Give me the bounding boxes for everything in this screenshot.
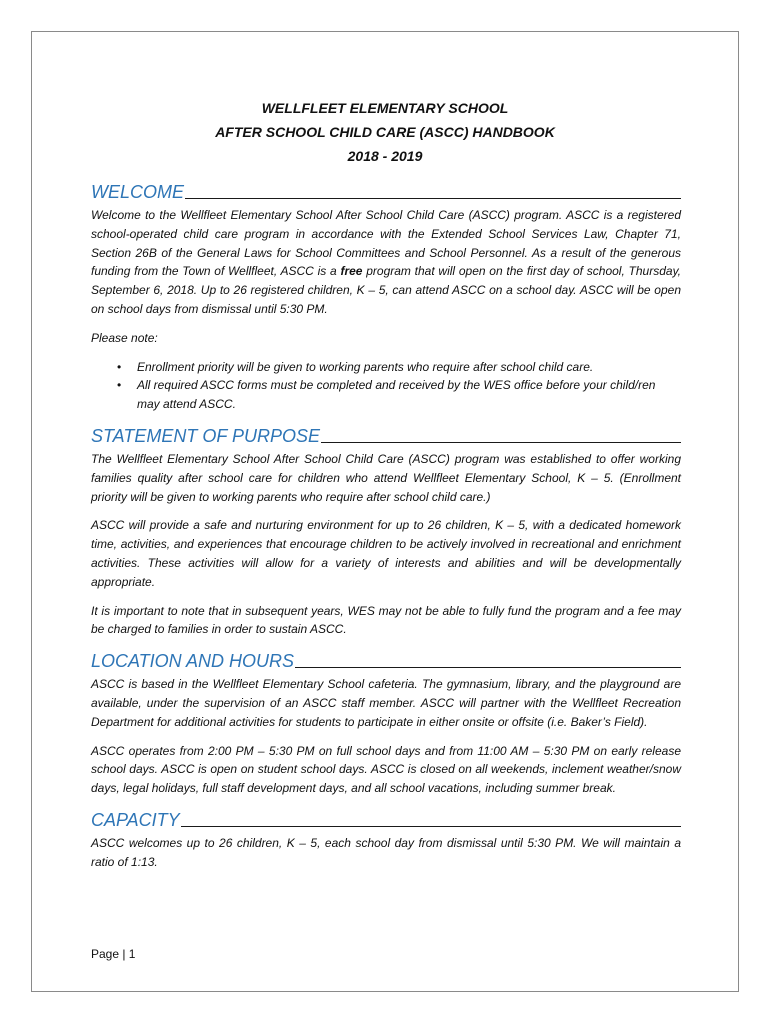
capacity-section [91, 808, 681, 872]
school-name: WELLFLEET ELEMENTARY SCHOOL [261, 100, 509, 116]
document-title [32, 96, 738, 168]
location-paragraph-1: ASCC is based in the Wellfleet Elementary School cafeteria. The gymnasium, library, and the playground are available, under the supervision of an ASCC staff member. ASCC will partner with the Wellfleet Recreation Department for additional activities for students to participate in either onsite or offsite (i.e. Baker’s Field). [91, 677, 681, 729]
capacity-heading [91, 808, 681, 832]
document-page [31, 31, 739, 992]
list-item [91, 376, 681, 414]
location-heading-text: LOCATION AND HOURS [91, 651, 295, 672]
welcome-bold-word: free [340, 264, 363, 279]
purpose-section [91, 424, 681, 639]
page-number: Page | 1 [91, 947, 136, 961]
school-year: 2018 - 2019 [347, 148, 423, 164]
handbook-title: AFTER SCHOOL CHILD CARE (ASCC) HANDBOOK [215, 124, 555, 140]
purpose-heading-text: STATEMENT OF PURPOSE [91, 425, 321, 446]
heading-rule [181, 826, 681, 827]
purpose-heading [91, 424, 681, 448]
location-paragraph-2: ASCC operates from 2:00 PM – 5:30 PM on full school days and from 11:00 AM – 5:30 PM on early release school days. ASCC is open on student school days. ASCC is closed on all weekends, inclement weather/snow days, legal holidays, full staff development days, and all school vacations, including summer break. [91, 743, 681, 796]
bullet-icon: • [117, 378, 122, 393]
document-body [91, 180, 681, 882]
heading-rule [295, 667, 681, 668]
bullet-icon: • [117, 359, 122, 374]
purpose-paragraph-2: ASCC will provide a safe and nurturing environment for up to 26 children, K – 5, with a dedicated homework time, activities, and experiences that encourage children to be actively involved in recreational and enrichment activities. These activities will allow for a variety of interests and abilities and will be developmentally appropriate. [91, 518, 681, 589]
welcome-heading-text: WELCOME [91, 182, 185, 202]
list-item-text: All required ASCC forms must be completed and received by the WES office before your child/ren may attend ASCC. [137, 378, 656, 412]
location-heading [91, 649, 681, 673]
list-item-text: Enrollment priority will be given to working parents who require after school child care. [137, 359, 594, 374]
capacity-paragraph: ASCC welcomes up to 26 children, K – 5, each school day from dismissal until 5:30 PM. We will maintain a ratio of 1:13. [91, 835, 681, 869]
purpose-paragraph-1: The Wellfleet Elementary School After School Child Care (ASCC) program was established to offer working families quality after school care for children who attend Wellfleet Elementary School, K – 5. (Enrollment priority will be given to working parents who require after school child care.) [91, 451, 681, 504]
heading-rule [321, 442, 681, 443]
welcome-paragraph [91, 206, 681, 319]
please-note: Please note: [91, 330, 158, 345]
note-list [91, 358, 681, 414]
capacity-heading-text: CAPACITY [91, 809, 180, 830]
purpose-paragraph-3: It is important to note that in subsequent years, WES may not be able to fully fund the program and a fee may be charged to families in order to sustain ASCC. [91, 603, 681, 637]
welcome-text-start: Welcome to the Wellfleet Elementary School After School Child Care (ASCC) program. ASCC is a registered school-operated child care program in accordance with the Extended School Services Law, Chapter 71, Section 26B of the General Laws for School Committees and School Personnel. As a result of the generous funding from the Town of Wellfleet, ASCC is a [91, 208, 681, 279]
welcome-heading [91, 180, 681, 204]
list-item [91, 358, 681, 377]
location-section [91, 649, 681, 798]
heading-rule [185, 198, 681, 199]
welcome-text-end: program that will open on the first day of school, Thursday, September 6, 2018. Up to 26 registered children, K – 5, can attend ASCC on a school day. ASCC will be open on school days from dismissal until 5:30 PM. [91, 264, 682, 316]
